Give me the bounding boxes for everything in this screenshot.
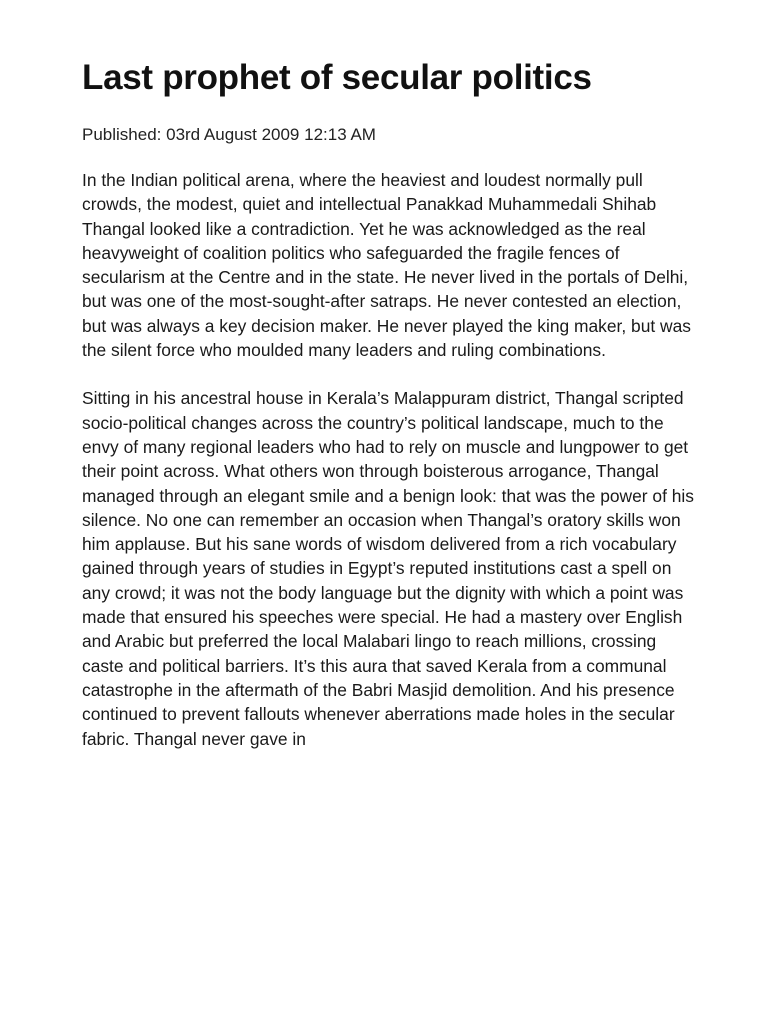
published-date: Published: 03rd August 2009 12:13 AM xyxy=(82,125,376,144)
article-paragraph: In the Indian political arena, where the heaviest and loudest normally pull crowds, the modest, quiet and intellectual Panakkad Muhammedali Shihab Thangal looked like a contradiction. Yet he was acknowledged as the real heavyweight of coalition politics who safeguarded the fragile fences of secularism at the Centre and in the state. He never lived in the portals of Delhi, but was one of the most-sought-after satraps. He never contested an election, but was always a key decision maker. He never played the king maker, but was the silent force who moulded many leaders and ruling combinations. xyxy=(82,170,691,361)
article-paragraph: Sitting in his ancestral house in Kerala’s Malappuram district, Thangal scripted socio-political changes across the country’s political landscape, much to the envy of many regional leaders who had to rely on muscle and lungpower to get their point across. What others won through boisterous arrogance, Thangal managed through an elegant smile and a benign look: that was the power of his silence. No one can remember an occasion when Thangal’s oratory skills won him applause. But his sane words of wisdom delivered from a rich vocabulary gained through years of studies in Egypt’s reputed institutions cast a spell on any crowd; it was not the body language but the dignity with which a point was made that ensured his speeches were special. He had a mastery over English and Arabic but preferred the local Malabari lingo to reach millions, crossing caste and political barriers. It’s this aura that saved Kerala from a communal catastrophe in the aftermath of the Babri Masjid demolition. And his presence continued to prevent fallouts whenever aberrations made holes in the secular fabric. Thangal never gave in xyxy=(82,388,694,749)
article xyxy=(82,56,696,751)
article-title: Last prophet of secular politics xyxy=(82,58,592,97)
